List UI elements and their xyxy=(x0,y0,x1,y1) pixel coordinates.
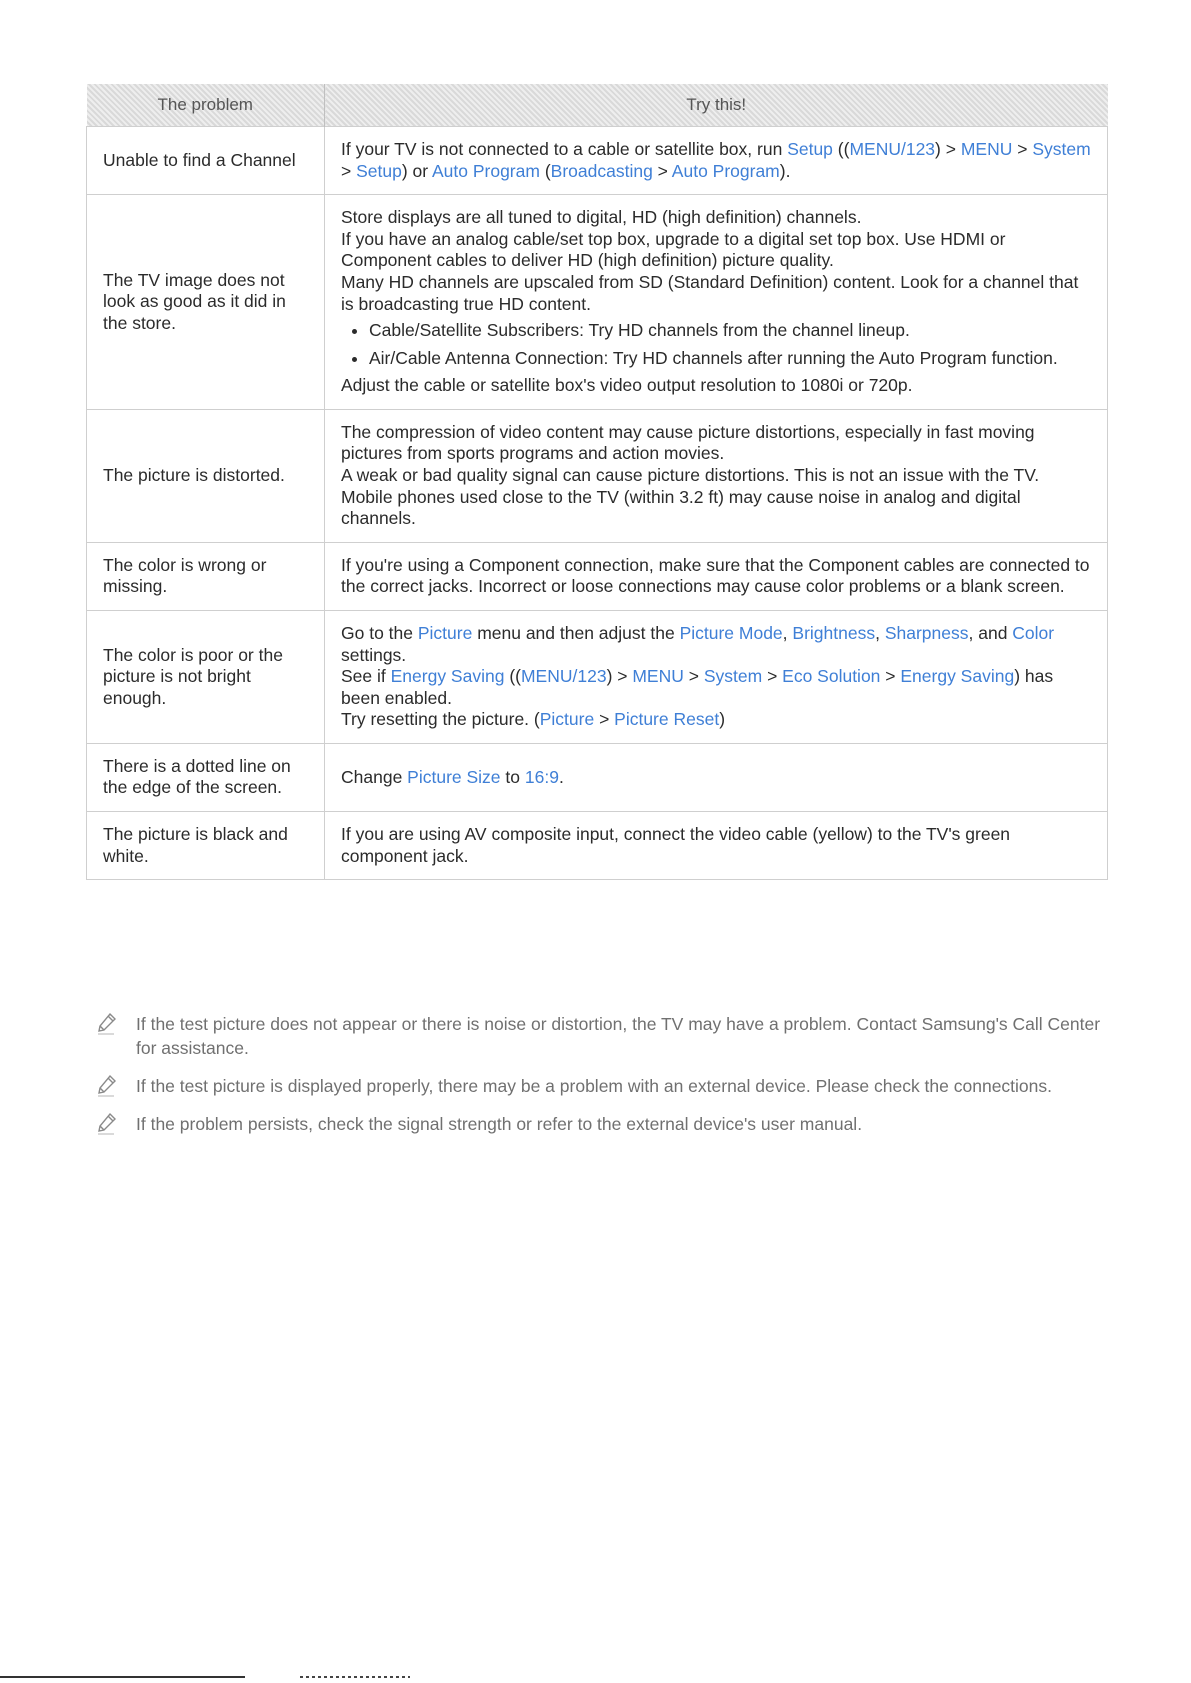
note-item xyxy=(86,1074,1107,1098)
problem-cell: The picture is distorted. xyxy=(87,409,325,542)
solution-text: ) or xyxy=(401,160,432,181)
menu-path-text: Brightness xyxy=(792,622,876,643)
menu-path-text: Energy Saving xyxy=(390,666,505,687)
list-item: • Cable/Satellite Subscribers: Try HD channels from the channel lineup. xyxy=(369,319,1093,341)
solution-text: A weak or bad quality signal can cause picture distortions. This is not an issue with the TV. xyxy=(341,464,1040,485)
menu-path-text: Picture Reset xyxy=(614,709,720,730)
solution-text: > xyxy=(762,666,783,687)
table-row xyxy=(87,610,1108,743)
solution-text: menu and then adjust the xyxy=(472,622,680,643)
menu-path-text: MENU xyxy=(960,139,1013,159)
table-body xyxy=(87,127,1108,880)
menu-path-text: MENU xyxy=(632,666,684,687)
solution-text: Go to the xyxy=(341,622,418,643)
solution-text: If you are using AV composite input, connect the video cable (yellow) to the TV's green component jack. xyxy=(341,824,1011,866)
menu-path-text: Picture Mode xyxy=(679,622,783,643)
menu-path-text: Auto Program xyxy=(431,160,540,181)
solution-cell xyxy=(325,812,1108,880)
note-text: If the problem persists, check the signal strength or refer to the external device's user manual. xyxy=(136,1114,863,1134)
solution-text: > xyxy=(652,160,672,181)
solution-list xyxy=(341,319,1093,369)
table-row xyxy=(87,409,1108,542)
menu-path-text: Picture xyxy=(417,622,473,643)
list-item: • Air/Cable Antenna Connection: Try HD channels after running the Auto Program function. xyxy=(369,347,1093,369)
solution-text: > xyxy=(683,666,704,687)
menu-path-text: Setup xyxy=(787,139,833,159)
problem-cell: The TV image does not look as good as it did in the store. xyxy=(87,195,325,410)
menu-path-text: System xyxy=(1032,139,1091,159)
table-header-row xyxy=(87,84,1108,127)
solution-cell xyxy=(325,127,1108,195)
notes-section xyxy=(86,1012,1107,1150)
solution-text: ) > xyxy=(606,666,633,687)
menu-path-text: MENU/123 xyxy=(849,139,936,159)
solution-paragraph xyxy=(341,623,1093,666)
solution-cell xyxy=(325,610,1108,743)
note-item xyxy=(86,1112,1107,1136)
troubleshooting-table xyxy=(86,84,1108,880)
solution-text: . xyxy=(558,766,564,787)
footer-rule xyxy=(0,1676,245,1678)
solution-cell xyxy=(325,195,1108,410)
table-row xyxy=(87,743,1108,811)
solution-text: Adjust the cable or satellite box's video output resolution to 1080i or 720p. xyxy=(341,375,913,396)
menu-path-text: 16:9 xyxy=(524,766,559,787)
solution-text: , xyxy=(782,622,793,643)
solution-text: ) has been enabled. xyxy=(341,666,1054,708)
solution-text: If you have an analog cable/set top box, upgrade to a digital set top box. Use HDMI or Component cables to deliver HD (high definition) picture quality. xyxy=(341,228,1006,271)
menu-path-text: Auto Program xyxy=(671,160,780,181)
problem-cell: There is a dotted line on the edge of the screen. xyxy=(87,743,325,811)
menu-path-text: Picture xyxy=(539,709,595,730)
solution-text: > xyxy=(880,666,901,687)
pencil-note-icon xyxy=(96,1074,118,1098)
table-row xyxy=(87,127,1108,195)
solution-text: (( xyxy=(504,666,521,687)
menu-path-text: Energy Saving xyxy=(900,666,1015,687)
solution-paragraph xyxy=(341,229,1093,272)
solution-paragraph xyxy=(341,824,1093,867)
solution-text: ) > xyxy=(935,139,961,159)
solution-paragraph xyxy=(341,487,1093,530)
solution-paragraph xyxy=(341,375,1093,397)
solution-text: to xyxy=(500,766,525,787)
solution-text: ). xyxy=(779,160,791,181)
solution-text: (( xyxy=(832,139,850,159)
solution-text: settings. xyxy=(341,644,407,665)
solution-text: If your TV is not connected to a cable or satellite box, run xyxy=(341,139,788,159)
solution-paragraph xyxy=(341,422,1093,465)
note-text: If the test picture does not appear or there is noise or distortion, the TV may have a problem. Contact Samsung's Call Center for assistance. xyxy=(136,1014,1101,1058)
table-row xyxy=(87,542,1108,610)
solution-paragraph xyxy=(341,465,1093,487)
problem-cell: Unable to find a Channel xyxy=(87,127,325,195)
solution-text: Many HD channels are upscaled from SD (Standard Definition) content. Look for a channel that is broadcasting true HD content. xyxy=(341,271,1079,314)
troubleshooting-table-container xyxy=(86,84,1107,880)
solution-text: The compression of video content may cause picture distortions, especially in fast moving pictures from sports programs and action movies. xyxy=(341,421,1035,464)
solution-paragraph xyxy=(341,709,1093,731)
solution-cell xyxy=(325,409,1108,542)
solution-text: ) xyxy=(719,709,726,730)
solution-text: Store displays are all tuned to digital, HD (high definition) channels. xyxy=(341,207,862,228)
solution-paragraph xyxy=(341,555,1093,598)
solution-cell xyxy=(325,542,1108,610)
header-problem: The problem xyxy=(87,84,325,127)
solution-cell xyxy=(325,743,1108,811)
menu-path-text: Color xyxy=(1012,622,1055,643)
solution-text: Try resetting the picture. ( xyxy=(341,709,540,730)
footer-mark xyxy=(300,1676,410,1678)
solution-text: > xyxy=(341,160,357,181)
menu-path-text: Eco Solution xyxy=(782,666,881,687)
problem-cell: The picture is black and white. xyxy=(87,812,325,880)
problem-cell: The color is poor or the picture is not bright enough. xyxy=(87,610,325,743)
solution-text: , and xyxy=(968,622,1013,643)
menu-path-text: Picture Size xyxy=(407,766,501,787)
solution-paragraph xyxy=(341,272,1093,315)
pencil-note-icon xyxy=(96,1112,118,1136)
table-row xyxy=(87,812,1108,880)
menu-path-text: System xyxy=(703,666,763,687)
solution-text: Change xyxy=(341,766,408,787)
menu-path-text: MENU/123 xyxy=(520,666,607,687)
menu-path-text: Setup xyxy=(356,160,402,181)
solution-text: Mobile phones used close to the TV (within 3.2 ft) may cause noise in analog and digital channels. xyxy=(341,486,1021,529)
header-try-this: Try this! xyxy=(325,84,1108,127)
solution-paragraph xyxy=(341,139,1093,182)
problem-cell: The color is wrong or missing. xyxy=(87,542,325,610)
solution-paragraph xyxy=(341,666,1093,709)
solution-paragraph xyxy=(341,207,1093,229)
solution-text: If you're using a Component connection, make sure that the Component cables are connected to the correct jacks. Incorrect or loose connections may cause color problems or a blank screen. xyxy=(341,554,1090,597)
table-row xyxy=(87,195,1108,410)
solution-text: > xyxy=(594,709,615,730)
menu-path-text: Broadcasting xyxy=(550,160,653,181)
note-item xyxy=(86,1012,1107,1060)
solution-text: ( xyxy=(539,160,551,181)
note-text: If the test picture is displayed properly, there may be a problem with an external device. Please check the connections. xyxy=(136,1076,1052,1096)
solution-text: , xyxy=(875,622,885,643)
solution-text: > xyxy=(1012,139,1033,159)
menu-path-text: Sharpness xyxy=(884,622,969,643)
solution-text: See if xyxy=(341,666,391,687)
pencil-note-icon xyxy=(96,1012,118,1036)
solution-paragraph xyxy=(341,767,1093,789)
